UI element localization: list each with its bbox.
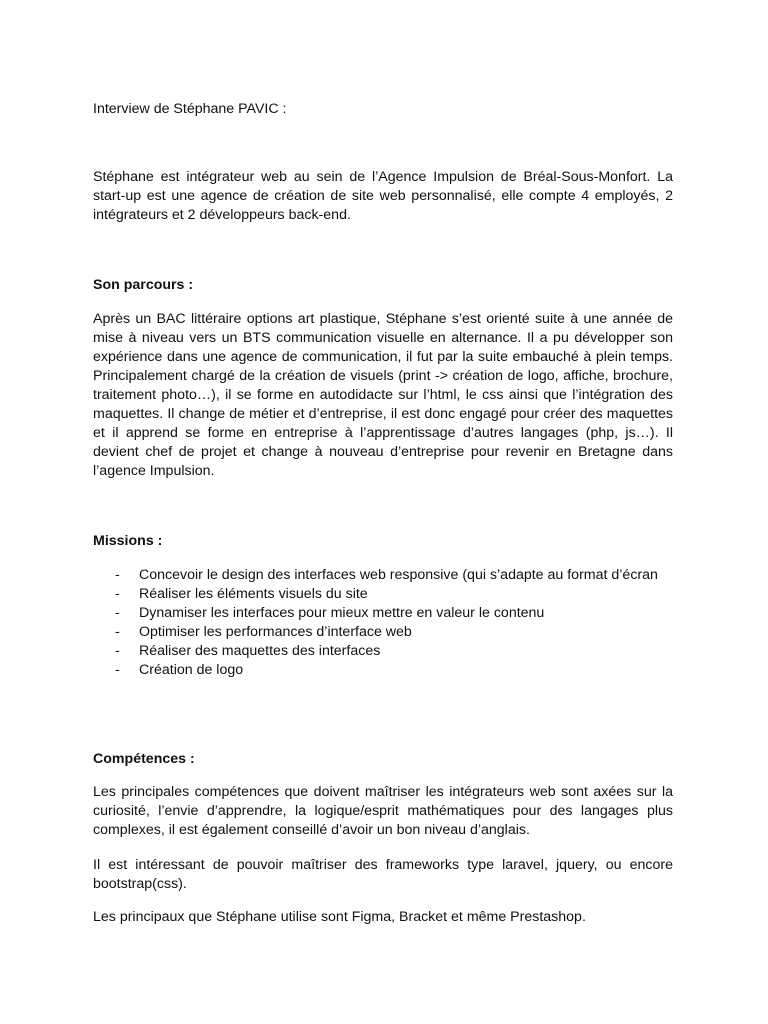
mission-text: Concevoir le design des interfaces web responsive (qui s’adapte au format d’écran <box>139 567 658 583</box>
mission-text: Dynamiser les interfaces pour mieux mettre en valeur le contenu <box>139 605 545 621</box>
list-item <box>93 585 673 604</box>
parcours-heading: Son parcours : <box>93 277 194 293</box>
parcours-paragraph: Après un BAC littéraire options art plastique, Stéphane s’est orienté suite à une année de mise à niveau vers un BTS communication visuelle en alternance. Il a pu développer son expérience dans une agence de communication, il fut par la suite embauché à plein temps. Principalement chargé de la création de visuels (print -> création de logo, affiche, brochure, traitement photo…), il se forme en autodidacte sur l’html, le css ainsi que l’intégration des maquettes. Il change de métier et d’entreprise, il est donc engagé pour créer des maquettes et il apprend se forme en entreprise à l’apprentissage d’autres langages (php, js…). Il devient chef de projet et change à nouveau d’entreprise pour revenir en Bretagne dans l’agence Impulsion. <box>93 311 673 479</box>
list-bullet: - <box>115 605 120 621</box>
competences-paragraph-1: Les principales compétences que doivent maîtriser les intégrateurs web sont axées sur la curiosité, l’envie d’apprendre, la logique/esprit mathématiques pour des langages plus complexes, il est également conseillé d’avoir un bon niveau d’anglais. <box>93 784 673 838</box>
mission-text: Optimiser les performances d’interface web <box>139 624 412 640</box>
intro-paragraph: Stéphane est intégrateur web au sein de l’Agence Impulsion de Bréal-Sous-Monfort. La start-up est une agence de création de site web personnalisé, elle compte 4 employés, 2 intégrateurs et 2 développeurs back-end. <box>93 169 673 223</box>
list-item <box>93 566 673 585</box>
list-item <box>93 642 673 661</box>
list-item <box>93 604 673 623</box>
list-bullet: - <box>115 624 120 640</box>
list-item <box>93 623 673 642</box>
mission-text: Création de logo <box>139 662 244 678</box>
missions-list <box>93 566 673 680</box>
mission-text: Réaliser les éléments visuels du site <box>139 586 368 602</box>
competences-paragraph-3: Les principaux que Stéphane utilise sont Figma, Bracket et même Prestashop. <box>93 909 586 925</box>
missions-heading: Missions : <box>93 533 163 549</box>
list-bullet: - <box>115 643 120 659</box>
competences-heading: Compétences : <box>93 751 195 767</box>
list-item <box>93 661 673 680</box>
list-bullet: - <box>115 567 120 583</box>
competences-paragraph-2: Il est intéressant de pouvoir maîtriser des frameworks type laravel, jquery, ou encore bootstrap(css). <box>93 857 673 892</box>
list-bullet: - <box>115 662 120 678</box>
list-bullet: - <box>115 586 120 602</box>
document-title: Interview de Stéphane PAVIC : <box>93 101 287 117</box>
mission-text: Réaliser des maquettes des interfaces <box>139 643 381 659</box>
